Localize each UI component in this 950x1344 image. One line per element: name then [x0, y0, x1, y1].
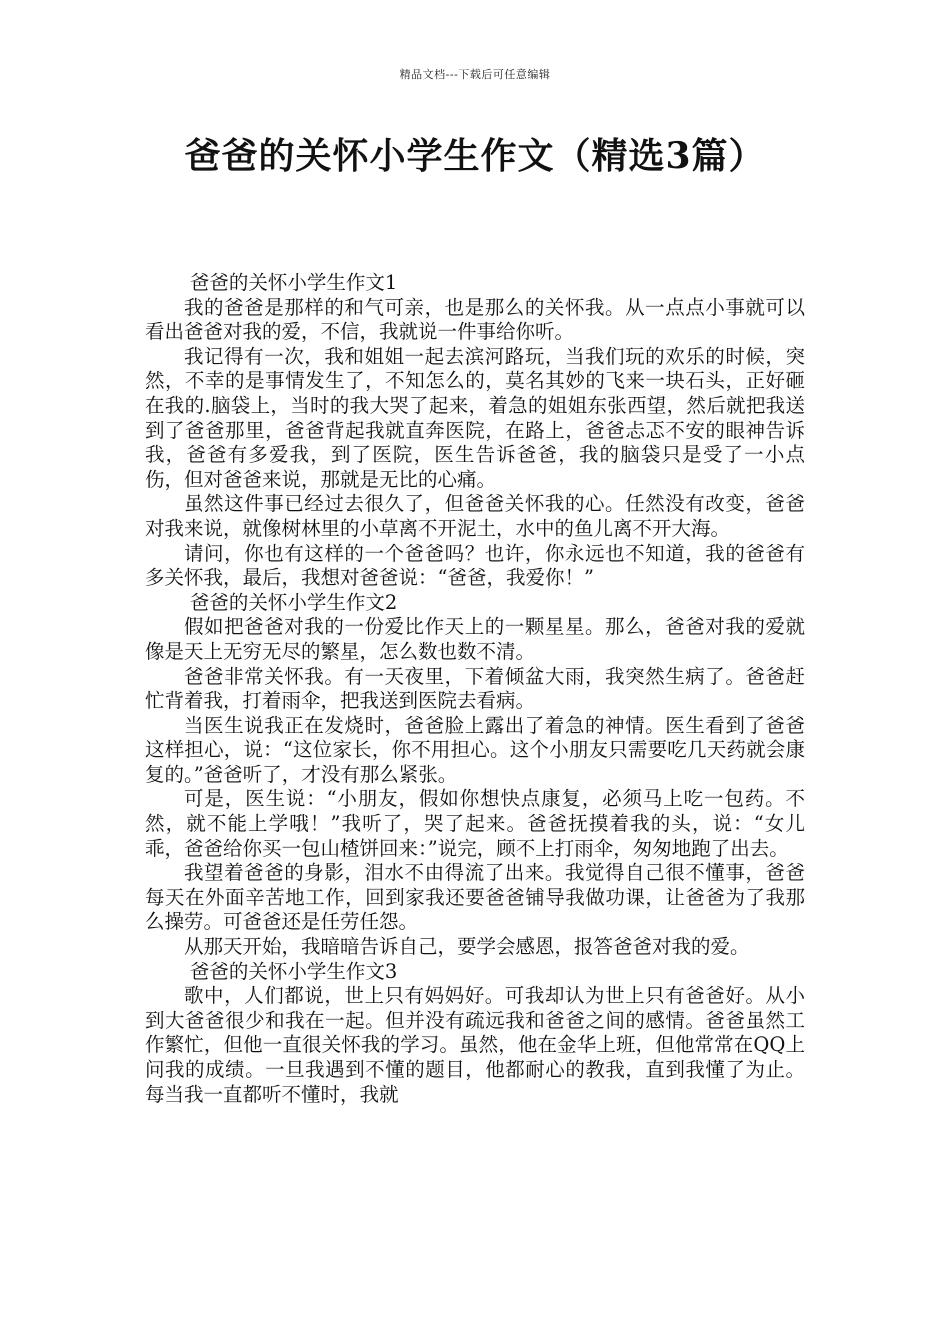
paragraph: 虽然这件事已经过去很久了，但爸爸关怀我的心。任然没有改变，爸爸对我来说，就像树林里的小草离不开泥土，水中的鱼儿离不开大海。 [145, 492, 805, 540]
section-heading-2: 爸爸的关怀小学生作文2 [189, 590, 398, 614]
paragraph: 当医生说我正在发烧时，爸爸脸上露出了着急的神情。医生看到了爸爸这样担心，说：“这位家长，你不用担心。这个小朋友只需要吃几天药就会康复的。”爸爸听了，才没有那么紧张。 [145, 713, 805, 786]
document-body [145, 271, 805, 1107]
paragraph: 我望着爸爸的身影，泪水不由得流了出来。我觉得自己很不懂事，爸爸每天在外面辛苦地工作，回到家我还要爸爸铺导我做功课，让爸爸为了我那么操劳。可爸爸还是任劳任怨。 [145, 861, 805, 934]
section-heading-3: 爸爸的关怀小学生作文3 [189, 959, 398, 983]
header-note: 精品文档---下载后可任意编辑 [399, 68, 551, 81]
paragraph: 歌中，人们都说，世上只有妈妈好。可我却认为世上只有爸爸好。从小到大爸爸很少和我在一起。但并没有疏远我和爸爸之间的感情。爸爸虽然工作繁忙，但他一直很关怀我的学习。虽然，他在金华上班，但他常常在QQ上问我的成绩。一旦我遇到不懂的题目，他都耐心的教我，直到我懂了为止。每当我一直都听不懂时，我就 [145, 984, 805, 1106]
paragraph: 爸爸非常关怀我。有一天夜里，下着倾盆大雨，我突然生病了。爸爸赶忙背着我，打着雨伞，把我送到医院去看病。 [145, 664, 805, 713]
paragraph: 假如把爸爸对我的一份爱比作天上的一颗星星。那么，爸爸对我的爱就像是天上无穷无尽的繁星，怎么数也数不清。 [145, 615, 805, 663]
paragraph: 我记得有一次，我和姐姐一起去滨河路玩，当我们玩的欢乐的时候，突然，不幸的是事情发生了，不知怎么的，莫名其妙的飞来一块石头，正好砸在我的.脑袋上，当时的我大哭了起来，着急的姐姐东张西望，然后就把我送到了爸爸那里，爸爸背起我就直奔医院，在路上，爸爸忐忑不安的眼神告诉我，爸爸有多爱我，到了医院，医生告诉爸爸，我的脑袋只是受了一小点伤，但对爸爸来说，那就是无比的心痛。 [145, 344, 805, 491]
paragraph: 从那天开始，我暗暗告诉自己，要学会感恩，报答爸爸对我的爱。 [184, 935, 750, 959]
section-heading-1: 爸爸的关怀小学生作文1 [189, 271, 398, 294]
paragraph: 我的爸爸是那样的和气可亲，也是那么的关怀我。从一点点小事就可以看出爸爸对我的爱，不信，我就说一件事给你听。 [145, 295, 805, 344]
paragraph: 请问，你也有这样的一个爸爸吗？也许，你永远也不知道，我的爸爸有多关怀我，最后，我想对爸爸说：“爸爸，我爱你！” [145, 541, 805, 590]
paragraph: 可是，医生说：“小朋友，假如你想快点康复，必须马上吃一包药。不然，就不能上学哦！”我听了，哭了起来。爸爸抚摸着我的头，说：“女儿乖，爸爸给你买一包山楂饼回来：”说完，顾不上打雨伞，匆匆地跑了出去。 [145, 787, 805, 860]
document-title: 爸爸的关怀小学生作文（精选3篇） [184, 135, 766, 177]
